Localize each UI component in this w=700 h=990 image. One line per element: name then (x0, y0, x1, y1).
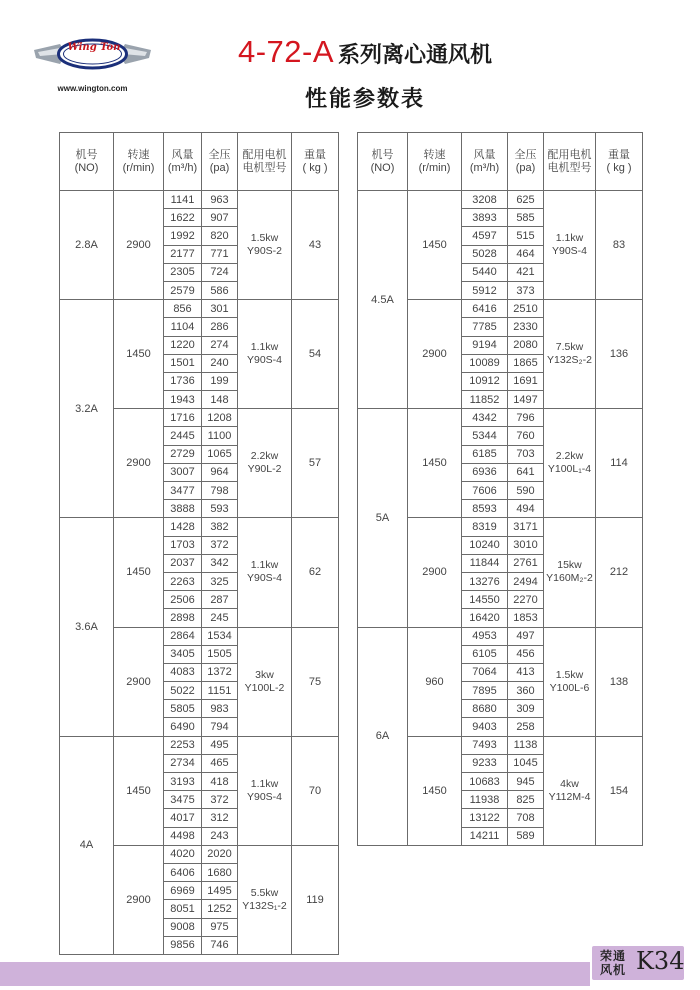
pressure-cell: 983 (202, 700, 238, 718)
pressure-cell: 301 (202, 300, 238, 318)
pressure-cell: 515 (508, 227, 544, 245)
weight-cell: 138 (596, 627, 643, 736)
motor-model: Y100L₁-4 (547, 463, 592, 476)
speed-cell: 2900 (114, 409, 164, 518)
flow-cell: 13276 (462, 572, 508, 590)
flow-cell: 6185 (462, 445, 508, 463)
pressure-cell: 945 (508, 773, 544, 791)
model-number: 4-72-A (237, 34, 335, 69)
header-motor: 配用电机 电机型号 (238, 133, 292, 191)
pressure-cell: 1138 (508, 736, 544, 754)
pressure-cell: 794 (202, 718, 238, 736)
flow-cell: 2579 (164, 281, 202, 299)
flow-cell: 4083 (164, 663, 202, 681)
motor-cell (544, 191, 596, 300)
motor-power: 1.5kw (555, 668, 584, 681)
pressure-cell: 964 (202, 463, 238, 481)
pressure-cell: 1865 (508, 354, 544, 372)
flow-cell: 2734 (164, 754, 202, 772)
fan-number-cell: 4A (60, 736, 114, 954)
flow-cell: 4017 (164, 809, 202, 827)
flow-cell: 1716 (164, 409, 202, 427)
flow-cell: 8593 (462, 500, 508, 518)
motor-model: Y160M₂-2 (546, 572, 593, 585)
flow-cell: 5344 (462, 427, 508, 445)
header-speed: 转速 (r/min) (114, 133, 164, 191)
fan-number-cell: 5A (358, 409, 408, 627)
pressure-cell: 1100 (202, 427, 238, 445)
flow-cell: 11938 (462, 791, 508, 809)
flow-cell: 3193 (164, 773, 202, 791)
flow-cell: 6105 (462, 645, 508, 663)
weight-cell: 75 (292, 627, 339, 736)
pressure-cell: 258 (508, 718, 544, 736)
flow-cell: 2305 (164, 263, 202, 281)
flow-cell: 4020 (164, 845, 202, 863)
fan-number-cell: 3.6A (60, 518, 114, 736)
weight-cell: 119 (292, 845, 339, 954)
flow-cell: 8051 (164, 900, 202, 918)
motor-cell (238, 518, 292, 627)
weight-cell: 154 (596, 736, 643, 845)
motor-power: 1.1kw (250, 341, 279, 354)
motor-model: Y112M-4 (548, 790, 591, 803)
flow-cell: 2263 (164, 572, 202, 590)
flow-cell: 1501 (164, 354, 202, 372)
flow-cell: 1220 (164, 336, 202, 354)
speed-cell: 2900 (408, 300, 462, 409)
motor-cell (238, 736, 292, 845)
performance-table-left (59, 132, 339, 955)
pressure-cell: 494 (508, 500, 544, 518)
pressure-cell: 372 (202, 791, 238, 809)
flow-cell: 856 (164, 300, 202, 318)
weight-cell: 114 (596, 409, 643, 518)
table-row (60, 191, 339, 209)
pressure-cell: 1497 (508, 391, 544, 409)
motor-cell (544, 736, 596, 845)
weight-cell: 212 (596, 518, 643, 627)
page-badge (592, 946, 684, 980)
pressure-cell: 199 (202, 372, 238, 390)
motor-power: 5.5kw (250, 886, 279, 899)
flow-cell: 6416 (462, 300, 508, 318)
pressure-cell: 1208 (202, 409, 238, 427)
motor-power: 2.2kw (250, 450, 279, 463)
series-name: 系列离心通风机 (338, 43, 493, 68)
pressure-cell: 286 (202, 318, 238, 336)
flow-cell: 13122 (462, 809, 508, 827)
flow-cell: 1736 (164, 372, 202, 390)
header-pressure: 全压 (pa) (508, 133, 544, 191)
pressure-cell: 796 (508, 409, 544, 427)
motor-model: Y90S-4 (246, 790, 283, 803)
speed-cell: 1450 (408, 191, 462, 300)
flow-cell: 9403 (462, 718, 508, 736)
table-header-row (60, 133, 339, 191)
flow-cell: 9233 (462, 754, 508, 772)
pressure-cell: 1495 (202, 882, 238, 900)
speed-cell: 2900 (114, 191, 164, 300)
pressure-cell: 1853 (508, 609, 544, 627)
page-number: K34 (636, 947, 685, 975)
flow-cell: 11844 (462, 554, 508, 572)
pressure-cell: 245 (202, 609, 238, 627)
pressure-cell: 421 (508, 263, 544, 281)
flow-cell: 6406 (164, 863, 202, 881)
brand-name: Wing Ton (67, 42, 121, 53)
pressure-cell: 360 (508, 682, 544, 700)
flow-cell: 10089 (462, 354, 508, 372)
flow-cell: 3893 (462, 209, 508, 227)
pressure-cell: 274 (202, 336, 238, 354)
header-motor: 配用电机 电机型号 (544, 133, 596, 191)
header-speed: 转速 (r/min) (408, 133, 462, 191)
pressure-cell: 2510 (508, 300, 544, 318)
motor-cell (238, 627, 292, 736)
pressure-cell: 798 (202, 482, 238, 500)
flow-cell: 3007 (164, 463, 202, 481)
pressure-cell: 2761 (508, 554, 544, 572)
flow-cell: 5028 (462, 245, 508, 263)
flow-cell: 3405 (164, 645, 202, 663)
pressure-cell: 1691 (508, 372, 544, 390)
pressure-cell: 342 (202, 554, 238, 572)
motor-cell (238, 300, 292, 409)
pressure-cell: 148 (202, 391, 238, 409)
table-header-row (358, 133, 643, 191)
motor-model: Y90S-4 (246, 354, 283, 367)
flow-cell: 7785 (462, 318, 508, 336)
pressure-cell: 287 (202, 591, 238, 609)
pressure-cell: 2080 (508, 336, 544, 354)
flow-cell: 3208 (462, 191, 508, 209)
flow-cell: 11852 (462, 391, 508, 409)
motor-model: Y90S-2 (246, 245, 283, 258)
flow-cell: 2445 (164, 427, 202, 445)
speed-cell: 1450 (408, 409, 462, 518)
pressure-cell: 641 (508, 463, 544, 481)
motor-power: 4kw (560, 777, 579, 790)
flow-cell: 4953 (462, 627, 508, 645)
pressure-cell: 497 (508, 627, 544, 645)
pressure-cell: 1065 (202, 445, 238, 463)
pressure-cell: 325 (202, 572, 238, 590)
flow-cell: 1992 (164, 227, 202, 245)
pressure-cell: 771 (202, 245, 238, 263)
flow-cell: 10683 (462, 773, 508, 791)
flow-cell: 2506 (164, 591, 202, 609)
header-pressure: 全压 (pa) (202, 133, 238, 191)
fan-number-cell: 4.5A (358, 191, 408, 409)
pressure-cell: 907 (202, 209, 238, 227)
weight-cell: 54 (292, 300, 339, 409)
flow-cell: 4342 (462, 409, 508, 427)
pressure-cell: 1505 (202, 645, 238, 663)
flow-cell: 1104 (164, 318, 202, 336)
flow-cell: 16420 (462, 609, 508, 627)
pressure-cell: 585 (508, 209, 544, 227)
speed-cell: 960 (408, 627, 462, 736)
pressure-cell: 495 (202, 736, 238, 754)
table-row (60, 300, 339, 318)
flow-cell: 5440 (462, 263, 508, 281)
flow-cell: 6490 (164, 718, 202, 736)
weight-cell: 70 (292, 736, 339, 845)
flow-cell: 14211 (462, 827, 508, 845)
flow-cell: 5022 (164, 682, 202, 700)
flow-cell: 7064 (462, 663, 508, 681)
pressure-cell: 1045 (508, 754, 544, 772)
pressure-cell: 820 (202, 227, 238, 245)
flow-cell: 1428 (164, 518, 202, 536)
pressure-cell: 418 (202, 773, 238, 791)
motor-model: Y90L-2 (247, 463, 282, 476)
badge-brand-text: 荣通 风机 (600, 949, 627, 977)
flow-cell: 9008 (164, 918, 202, 936)
flow-cell: 4597 (462, 227, 508, 245)
flow-cell: 2864 (164, 627, 202, 645)
weight-cell: 83 (596, 191, 643, 300)
flow-cell: 8319 (462, 518, 508, 536)
flow-cell: 9856 (164, 936, 202, 954)
table-row (60, 736, 339, 754)
flow-cell: 2177 (164, 245, 202, 263)
motor-cell (238, 409, 292, 518)
pressure-cell: 2020 (202, 845, 238, 863)
flow-cell: 2253 (164, 736, 202, 754)
fan-number-cell: 6A (358, 627, 408, 845)
pressure-cell: 724 (202, 263, 238, 281)
wing-logo-icon (30, 32, 155, 82)
pressure-cell: 372 (202, 536, 238, 554)
motor-power: 7.5kw (555, 341, 584, 354)
flow-cell: 1141 (164, 191, 202, 209)
pressure-cell: 708 (508, 809, 544, 827)
table-row (60, 518, 339, 536)
motor-power: 3kw (255, 668, 274, 681)
flow-cell: 2898 (164, 609, 202, 627)
motor-model: Y100L-2 (244, 681, 285, 694)
header-weight: 重量 ( kg ) (292, 133, 339, 191)
pressure-cell: 1680 (202, 863, 238, 881)
fan-number-cell: 3.2A (60, 300, 114, 518)
flow-cell: 1703 (164, 536, 202, 554)
weight-cell: 136 (596, 300, 643, 409)
header-flow: 风量 (m³/h) (462, 133, 508, 191)
motor-cell (544, 627, 596, 736)
header-number: 机号 (NO) (60, 133, 114, 191)
motor-cell (544, 409, 596, 518)
footer-bar (0, 962, 590, 986)
flow-cell: 6969 (164, 882, 202, 900)
motor-model: Y132S₂-2 (547, 354, 592, 367)
motor-power: 15kw (557, 559, 582, 572)
pressure-cell: 3010 (508, 536, 544, 554)
flow-cell: 5805 (164, 700, 202, 718)
flow-cell: 3888 (164, 500, 202, 518)
motor-power: 1.1kw (555, 232, 584, 245)
motor-power: 1.1kw (250, 777, 279, 790)
pressure-cell: 1252 (202, 900, 238, 918)
pressure-cell: 760 (508, 427, 544, 445)
motor-power: 1.1kw (250, 559, 279, 572)
flow-cell: 8680 (462, 700, 508, 718)
pressure-cell: 703 (508, 445, 544, 463)
motor-model: Y132S₁-2 (242, 899, 287, 912)
flow-cell: 5912 (462, 281, 508, 299)
page-subtitle: 性能参数表 (304, 87, 425, 112)
flow-cell: 7606 (462, 482, 508, 500)
weight-cell: 43 (292, 191, 339, 300)
motor-cell (544, 518, 596, 627)
table-row (358, 409, 643, 427)
pressure-cell: 593 (202, 500, 238, 518)
table-row (358, 191, 643, 209)
speed-cell: 1450 (114, 736, 164, 845)
pressure-cell: 2270 (508, 591, 544, 609)
header-flow: 风量 (m³/h) (164, 133, 202, 191)
pressure-cell: 456 (508, 645, 544, 663)
flow-cell: 2037 (164, 554, 202, 572)
motor-cell (238, 191, 292, 300)
motor-power: 1.5kw (250, 232, 279, 245)
flow-cell: 10912 (462, 372, 508, 390)
speed-cell: 1450 (408, 736, 462, 845)
pressure-cell: 2330 (508, 318, 544, 336)
pressure-cell: 1534 (202, 627, 238, 645)
performance-table-right (357, 132, 643, 846)
flow-cell: 3475 (164, 791, 202, 809)
pressure-cell: 963 (202, 191, 238, 209)
pressure-cell: 312 (202, 809, 238, 827)
speed-cell: 2900 (114, 627, 164, 736)
motor-model: Y90S-4 (551, 245, 588, 258)
flow-cell: 14550 (462, 591, 508, 609)
pressure-cell: 589 (508, 827, 544, 845)
pressure-cell: 240 (202, 354, 238, 372)
header-number: 机号 (NO) (358, 133, 408, 191)
motor-cell (238, 845, 292, 954)
pressure-cell: 625 (508, 191, 544, 209)
pressure-cell: 1372 (202, 663, 238, 681)
weight-cell: 62 (292, 518, 339, 627)
pressure-cell: 373 (508, 281, 544, 299)
pressure-cell: 746 (202, 936, 238, 954)
speed-cell: 1450 (114, 518, 164, 627)
flow-cell: 3477 (164, 482, 202, 500)
speed-cell: 2900 (408, 518, 462, 627)
flow-cell: 1622 (164, 209, 202, 227)
brand-url: www.wington.com (57, 84, 128, 93)
pressure-cell: 3171 (508, 518, 544, 536)
pressure-cell: 586 (202, 281, 238, 299)
pressure-cell: 413 (508, 663, 544, 681)
pressure-cell: 464 (508, 245, 544, 263)
flow-cell: 7895 (462, 682, 508, 700)
pressure-cell: 382 (202, 518, 238, 536)
motor-cell (544, 300, 596, 409)
table-row (358, 627, 643, 645)
fan-number-cell: 2.8A (60, 191, 114, 300)
pressure-cell: 825 (508, 791, 544, 809)
motor-model: Y90S-4 (246, 572, 283, 585)
speed-cell: 1450 (114, 300, 164, 409)
pressure-cell: 243 (202, 827, 238, 845)
flow-cell: 10240 (462, 536, 508, 554)
flow-cell: 1943 (164, 391, 202, 409)
pressure-cell: 590 (508, 482, 544, 500)
speed-cell: 2900 (114, 845, 164, 954)
flow-cell: 7493 (462, 736, 508, 754)
flow-cell: 4498 (164, 827, 202, 845)
flow-cell: 6936 (462, 463, 508, 481)
brand-logo (30, 32, 155, 92)
pressure-cell: 2494 (508, 572, 544, 590)
weight-cell: 57 (292, 409, 339, 518)
pressure-cell: 1151 (202, 682, 238, 700)
motor-power: 2.2kw (555, 450, 584, 463)
pressure-cell: 975 (202, 918, 238, 936)
flow-cell: 2729 (164, 445, 202, 463)
page-title (165, 34, 565, 70)
pressure-cell: 309 (508, 700, 544, 718)
motor-model: Y100L-6 (549, 681, 590, 694)
pressure-cell: 465 (202, 754, 238, 772)
flow-cell: 9194 (462, 336, 508, 354)
header-weight: 重量 ( kg ) (596, 133, 643, 191)
